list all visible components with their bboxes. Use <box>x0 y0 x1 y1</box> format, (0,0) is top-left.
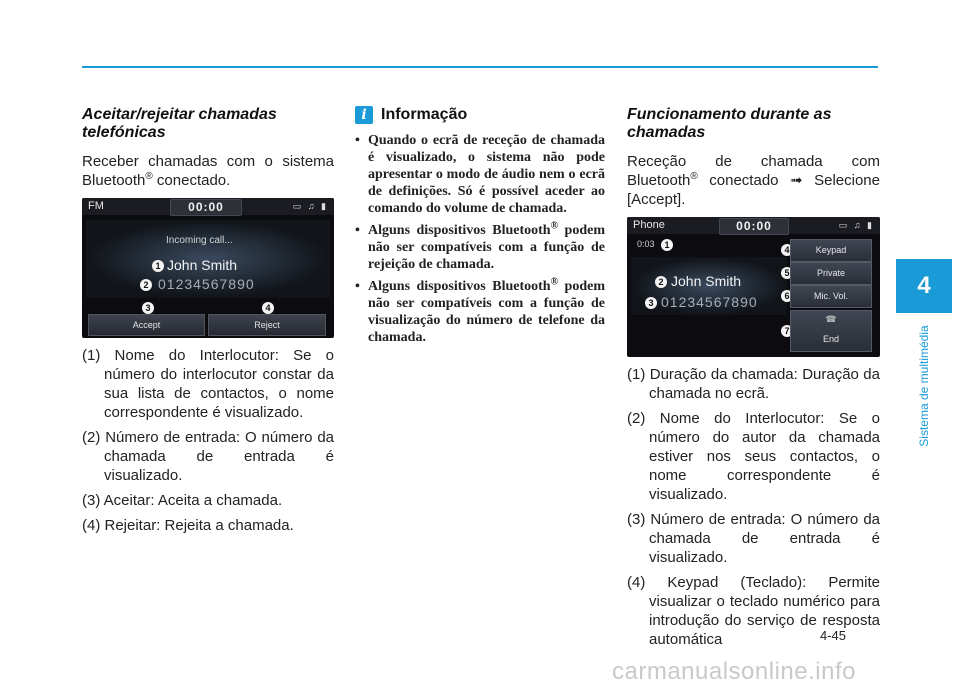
list-item: (1) Nome do Interlocutor: Se o número do interlocutor constar da sua lista de contactos, o nome correspondente é visualizado. <box>82 347 334 421</box>
registered-mark: ® <box>550 220 559 232</box>
bullet-text: Alguns dispositivos Bluetooth <box>368 279 551 294</box>
bullet: • <box>355 133 360 148</box>
registered-mark: ® <box>690 171 698 182</box>
list-item: (2) Nome do Interlocutor: Se o número do autor da chamada estiver nos seus contactos, o nome correspondente é visualizado. <box>627 410 880 503</box>
caller-number: 01234567890 <box>158 276 255 292</box>
bullet-text-end: podem não ser compatíveis com a função de visualização do número de telefone da chamada. <box>368 279 605 345</box>
status-icons: ▭ ♫ ▮ <box>292 201 328 211</box>
info-icon: i <box>355 106 373 124</box>
status-icons: ▭ ♫ ▮ <box>838 220 874 230</box>
caller-number: 01234567890 <box>661 294 758 310</box>
reject-button[interactable]: Reject <box>208 314 326 336</box>
accept-reject-list <box>82 346 334 535</box>
column-accept-reject <box>82 106 334 541</box>
list-item <box>355 132 605 217</box>
list-item: (1) Duração da chamada: Duração da chamada no ecrã. <box>627 366 880 402</box>
list-item: (3) Número de entrada: O número da chamada de entrada é visualizado. <box>627 511 880 566</box>
column-during-call <box>627 106 880 655</box>
end-label: End <box>822 334 839 344</box>
accept-button[interactable]: Accept <box>88 314 205 336</box>
information-header <box>355 106 605 124</box>
marker-4: 4 <box>781 244 793 256</box>
marker-3: 3 <box>142 302 154 314</box>
incoming-call-screen <box>82 198 334 338</box>
marker-1: 1 <box>152 260 164 272</box>
intro-text-end: conectado ➟ Selecione [Accept]. <box>627 172 880 208</box>
source-label: Phone <box>633 219 665 231</box>
page-number: 4-45 <box>820 628 847 643</box>
marker-6: 6 <box>781 290 793 302</box>
list-item: (3) Aceitar: Aceita a chamada. <box>82 492 283 509</box>
information-title: Informação <box>381 106 468 123</box>
marker-1: 1 <box>661 239 673 251</box>
intro-text: Receber chamadas com o sistema Bluetooth <box>82 153 334 189</box>
list-item: (4) Rejeitar: Rejeita a chamada. <box>82 517 294 534</box>
chapter-title <box>912 312 936 460</box>
source-label: FM <box>88 200 104 212</box>
list-item <box>355 278 605 346</box>
status-bar <box>82 198 334 215</box>
marker-2: 2 <box>140 279 152 291</box>
clock: 00:00 <box>719 218 789 235</box>
call-duration: 0:03 <box>637 239 655 249</box>
marker-2: 2 <box>655 276 667 288</box>
chapter-title-text: Sistema de multimédia <box>917 325 931 447</box>
bullet-text-end: podem não ser compatíveis com a função de rejeição de chamada. <box>368 223 605 272</box>
active-call-screen <box>627 217 880 357</box>
marker-5: 5 <box>781 267 793 279</box>
bullet: • <box>355 279 360 294</box>
list-item: (2) Número de entrada: O número da chamada de entrada é visualizado. <box>82 429 334 484</box>
private-button[interactable]: Private <box>790 262 872 285</box>
bullet-text: Quando o ecrã de receção de chamada é visualizado, o sistema não pode apresentar o modo de áudio nem o ecrã de definições. Só é possível aceder ao comando do volume de chamada. <box>368 133 605 216</box>
status-bar <box>627 217 880 234</box>
information-box <box>355 106 605 351</box>
intro-paragraph <box>627 152 880 209</box>
end-call-button[interactable] <box>790 310 872 352</box>
list-item <box>355 222 605 273</box>
list-item: (4) Keypad (Teclado): Permite visualizar o teclado numérico para introdução do serviço de resposta automática <box>627 574 880 648</box>
information-list <box>355 132 605 346</box>
section-heading-during-call: Funcionamento durante as chamadas <box>627 106 832 141</box>
mic-volume-button[interactable]: Mic. Vol. <box>790 285 872 308</box>
registered-mark: ® <box>550 276 559 288</box>
marker-3: 3 <box>645 297 657 309</box>
caller-name: John Smith <box>671 273 742 289</box>
caller-name: John Smith <box>167 257 238 273</box>
registered-mark: ® <box>145 171 153 182</box>
clock: 00:00 <box>170 199 242 216</box>
during-call-list <box>627 365 880 649</box>
chapter-tab: 4 <box>896 259 952 313</box>
marker-7: 7 <box>781 325 793 337</box>
header-rule <box>82 66 878 68</box>
incoming-call-label: Incoming call... <box>166 235 233 246</box>
phone-hangup-icon: ☎ <box>825 314 837 324</box>
intro-text: Receção de chamada com Bluetooth <box>627 153 880 189</box>
section-heading-accept-reject: Aceitar/rejeitar chamadas telefónicas <box>82 106 277 141</box>
bullet-text: Alguns dispositivos Bluetooth <box>368 223 551 238</box>
marker-4: 4 <box>262 302 274 314</box>
keypad-button[interactable]: Keypad <box>790 239 872 262</box>
intro-text-end: conectado. <box>152 172 231 189</box>
bullet: • <box>355 223 360 238</box>
watermark: carmanualsonline.info <box>612 658 856 685</box>
intro-paragraph <box>82 152 334 190</box>
